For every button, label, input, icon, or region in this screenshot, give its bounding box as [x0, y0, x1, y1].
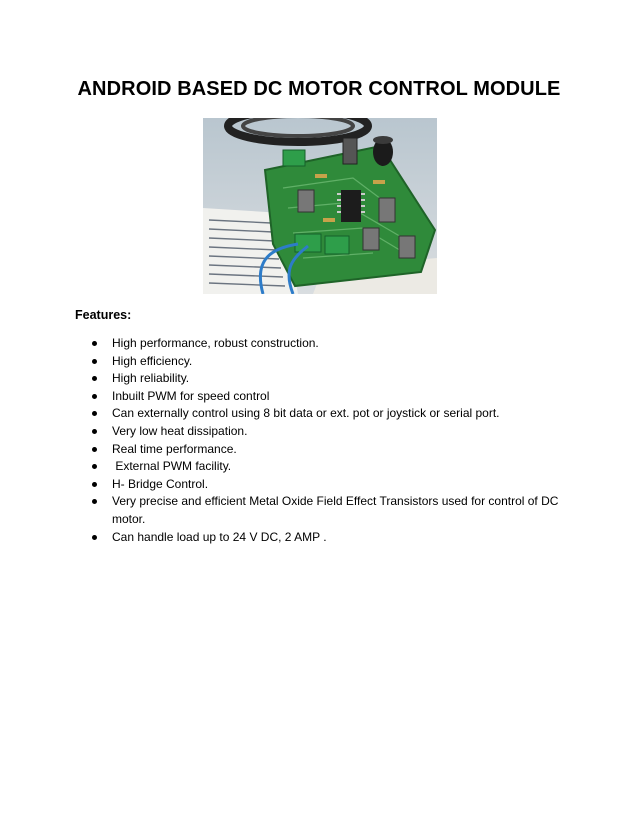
bullet-icon: [92, 376, 97, 381]
bullet-icon: [92, 464, 97, 469]
features-list: [92, 335, 562, 546]
bullet-icon: [92, 429, 97, 434]
bullet-icon: [92, 499, 97, 504]
bullet-icon: [92, 359, 97, 364]
list-item: H- Bridge Control.: [92, 476, 562, 494]
list-item: Very low heat dissipation.: [92, 423, 562, 441]
list-item: Can handle load up to 24 V DC, 2 AMP .: [92, 529, 562, 547]
list-item: Real time performance.: [92, 441, 562, 459]
pcb-illustration: [203, 118, 437, 294]
list-item: Inbuilt PWM for speed control: [92, 388, 562, 406]
features-heading: Features:: [75, 308, 132, 322]
list-item: High efficiency.: [92, 353, 562, 371]
bullet-icon: [92, 394, 97, 399]
list-item: External PWM facility.: [92, 458, 562, 476]
list-item: Very precise and efficient Metal Oxide Field Effect Transistors used for control of DC motor.: [92, 493, 562, 528]
page-title: ANDROID BASED DC MOTOR CONTROL MODULE: [77, 78, 561, 100]
bullet-icon: [92, 535, 97, 540]
list-item: High reliability.: [92, 370, 562, 388]
bullet-icon: [92, 411, 97, 416]
bullet-icon: [92, 341, 97, 346]
list-item: High performance, robust construction.: [92, 335, 562, 353]
bullet-icon: [92, 447, 97, 452]
bullet-icon: [92, 482, 97, 487]
list-item: Can externally control using 8 bit data or ext. pot or joystick or serial port.: [92, 405, 562, 423]
product-photo: [203, 118, 437, 294]
